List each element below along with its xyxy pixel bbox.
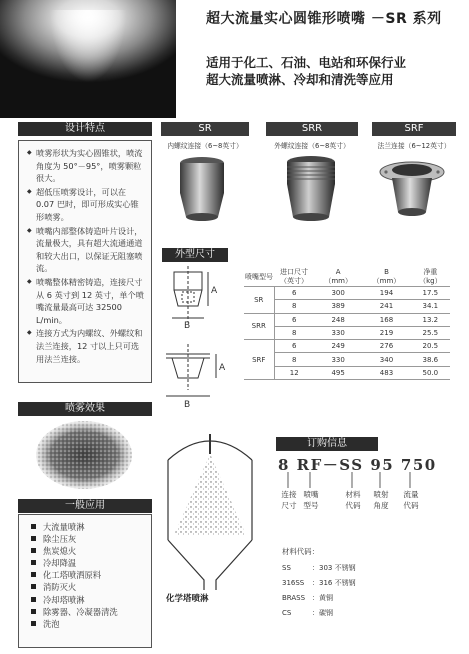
order-label-model: 喷嘴 型号 xyxy=(303,490,319,510)
spray-pattern-image xyxy=(24,418,144,492)
nozzle-srr-heading: SRR xyxy=(266,122,358,136)
list-item: 大流量喷淋 xyxy=(31,521,151,533)
nozzle-sr-heading: SR xyxy=(161,122,249,136)
page-title: 超大流量实心圆锥形喷嘴 －SR 系列 xyxy=(206,11,442,27)
dim-label-a: A xyxy=(211,286,218,296)
table-row: 8 389 241 34.1 xyxy=(244,300,450,313)
spray-effect-heading: 喷雾效果 xyxy=(18,402,152,416)
table-row: 12 495 483 50.0 xyxy=(244,366,450,379)
hero-spray-cone xyxy=(40,10,136,110)
features-box xyxy=(18,140,152,383)
table-row: SRR 6 248 168 13.2 xyxy=(244,313,450,326)
table-row: SR 6 300 194 17.5 xyxy=(244,287,450,300)
dimensions-heading: 外型尺寸 xyxy=(162,248,228,262)
spec-table xyxy=(244,268,450,380)
dim-label-a-flange: A xyxy=(219,363,226,373)
list-item: 焦炭熄火 xyxy=(31,545,151,557)
applications-list xyxy=(19,515,151,630)
features-list xyxy=(19,141,151,365)
subtitle-industries: 适用于化工、石油、电站和环保行业 xyxy=(206,55,407,70)
feature-item: ◆ 喷嘴内部整体铸造叶片设计，流量极大，具有超大流通通道和较大出口，以保证无阻塞喷流。 xyxy=(27,225,145,275)
list-item: 洗泡 xyxy=(31,618,151,630)
table-header-row xyxy=(244,268,450,287)
material-row: BRASS ：黄铜 xyxy=(282,594,333,602)
list-item: 除雾器、冷凝器清洗 xyxy=(31,606,151,618)
order-label-size: 连接 尺寸 xyxy=(281,490,297,510)
col-model: 喷嘴型号 xyxy=(244,268,274,287)
material-code-title: 材料代码： xyxy=(282,547,319,556)
feature-item: ◆ 喷嘴整体精密铸造，连接尺寸从 6 英寸到 12 英寸，单个喷嘴流量最高可达 32500 L/min。 xyxy=(27,276,145,326)
subtitle-applications: 超大流量喷淋、冷却和清洗等应用 xyxy=(206,72,394,87)
material-row: SS ：303 不锈钢 xyxy=(282,564,356,572)
feature-item: ◆ 喷雾形状为实心圆锥状，喷流角度为 50°－95°，喷雾颗粒很大。 xyxy=(27,147,145,185)
applications-box xyxy=(18,514,152,648)
nozzle-srf-caption: 法兰连接（6~12英寸） xyxy=(377,142,451,150)
tower-caption: 化学塔喷淋 xyxy=(166,594,209,604)
list-item: 冷却塔喷淋 xyxy=(31,594,151,606)
col-b: B （mm） xyxy=(362,268,410,287)
order-label-flow: 流量 代码 xyxy=(403,490,419,510)
dimension-drawing xyxy=(162,262,230,410)
list-item: 消防灭火 xyxy=(31,581,151,593)
nozzle-sr-image xyxy=(177,155,227,223)
feature-item: ◆ 连接方式为内螺纹、外螺纹和法兰连接，12 寸以上只可选用法兰连接。 xyxy=(27,327,145,365)
nozzle-srf-heading: SRF xyxy=(372,122,456,136)
table-row: SRF 6 249 276 20.5 xyxy=(244,340,450,353)
order-label-material: 材料 代码 xyxy=(345,490,361,510)
col-weight: 净重 （kg） xyxy=(411,268,450,287)
dim-label-b: B xyxy=(184,321,191,331)
list-item: 化工塔喷洒原料 xyxy=(31,569,151,581)
nozzle-srf-image xyxy=(378,156,446,220)
table-row: 8 330 219 25.5 xyxy=(244,326,450,339)
dim-label-b-flange: B xyxy=(184,400,191,410)
nozzle-srr-caption: 外螺纹连接（6~8英寸） xyxy=(274,142,350,150)
material-row: CS ：碳钢 xyxy=(282,609,333,617)
material-row: 316SS ：316 不锈钢 xyxy=(282,579,356,587)
chemical-tower-illustration xyxy=(160,430,260,600)
feature-item: ◆ 超低压喷雾设计，可以在 0.07 巴时，即可形成实心锥形喷雾。 xyxy=(27,186,145,224)
order-info-heading: 订购信息 xyxy=(276,437,378,451)
order-code-connectors xyxy=(280,472,430,490)
list-item: 冷却降温 xyxy=(31,557,151,569)
order-label-angle: 喷射 角度 xyxy=(373,490,389,510)
col-a: A （mm） xyxy=(314,268,362,287)
features-heading: 设计特点 xyxy=(18,122,152,136)
order-code-example: 8 RF－SS 95 750 xyxy=(278,456,437,474)
nozzle-sr-caption: 内螺纹连接（6~8英寸） xyxy=(167,142,243,150)
col-size: 进口尺寸（英寸） xyxy=(274,268,314,287)
list-item: 除尘压灰 xyxy=(31,533,151,545)
table-row: 8 330 340 38.6 xyxy=(244,353,450,366)
nozzle-srr-image xyxy=(278,155,344,223)
applications-heading: 一般应用 xyxy=(18,499,152,513)
